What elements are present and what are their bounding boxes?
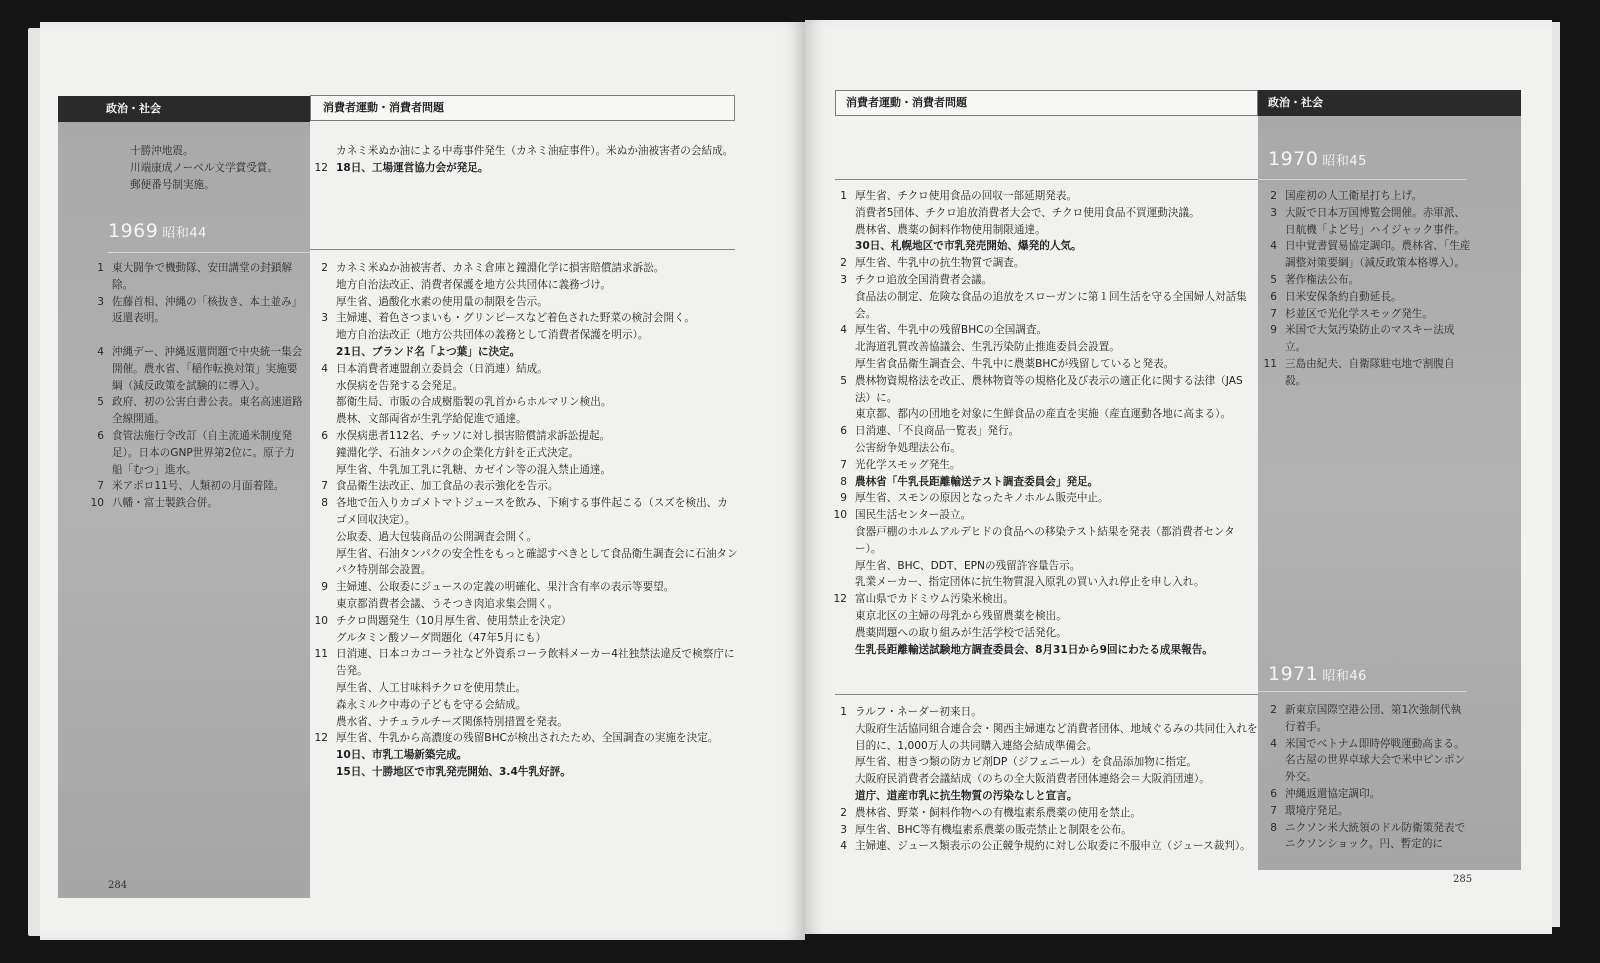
event-text: 厚生省、柑きつ類の防カビ剤DP（ジフェニール）を食品添加物に指定。 <box>855 756 1198 769</box>
month-label <box>314 680 336 697</box>
list-item <box>833 255 1258 272</box>
month-label <box>833 238 855 255</box>
month-label: 8 <box>1270 821 1277 834</box>
event-text: 大阪で日本万国博覧会開催。赤軍派、日航機「よど号」ハイジャック事件。 <box>1285 206 1466 236</box>
politics-1969-list <box>90 260 304 512</box>
year-era: 昭和45 <box>1322 154 1367 169</box>
event-text: 日米安保条約自動延長。 <box>1285 290 1402 303</box>
list-item <box>833 507 1258 524</box>
list-item <box>1263 238 1471 272</box>
event-text: 厚生省、BHC、DDT、EPNの残留許容量告示。 <box>855 559 1081 572</box>
month-label: 4 <box>97 345 104 358</box>
list-item <box>314 160 754 177</box>
month-label: 5 <box>1270 273 1277 286</box>
event-text: 米国で大気汚染防止のマスキー法成立。 <box>1285 324 1455 354</box>
event-text: 東大闘争で機動隊、安田講堂の封鎖解除。 <box>112 262 293 291</box>
month-label: 3 <box>97 295 104 308</box>
month-label: 11 <box>314 648 328 661</box>
event-text: 道庁、道産市乳に抗生物質の汚染なしと宣言。 <box>855 789 1078 802</box>
event-text: 厚生省、牛乳中の残留BHCの全国調査。 <box>855 324 1048 337</box>
divider <box>1258 179 1466 180</box>
month-label <box>833 289 855 323</box>
list-item <box>833 423 1258 440</box>
month-label: 8 <box>840 475 847 488</box>
year-heading-1969 <box>108 220 207 242</box>
event-text: 厚生省、チクロ使用食品の回収一部延期発表。 <box>855 190 1078 202</box>
month-label: 9 <box>321 581 328 594</box>
month-label <box>108 160 130 177</box>
month-label: 9 <box>840 492 847 505</box>
event-text: 厚生省、人工甘味料チクロを使用禁止。 <box>336 681 527 694</box>
consumer-1970-list <box>833 188 1258 658</box>
list-item <box>314 714 738 731</box>
list-item <box>108 143 308 160</box>
event-text: 農林、文部両省が生乳学給促進で通達。 <box>336 413 527 426</box>
list-item <box>833 822 1258 839</box>
list-item <box>833 574 1258 591</box>
month-label: 3 <box>840 823 847 836</box>
list-item <box>833 238 1258 255</box>
event-text: 大阪府民消費者会議結成（のちの全大阪消費者団体連絡会＝大阪消団連）。 <box>855 773 1210 786</box>
list-item <box>833 754 1258 771</box>
left-page <box>40 22 805 940</box>
month-label <box>314 327 336 344</box>
list-item <box>833 558 1258 575</box>
month-label: 12 <box>314 161 328 174</box>
event-text: 国産初の人工衛星打ち上げ。 <box>1285 190 1423 202</box>
list-item <box>833 222 1258 239</box>
list-item <box>833 373 1258 407</box>
politics-header: 政治・社会 <box>58 96 310 122</box>
event-text: チクロ問題発生（10月厚生省、使用禁止を決定） <box>336 614 572 627</box>
list-item <box>314 613 738 630</box>
event-text: 杉並区で光化学スモッグ発生。 <box>1285 307 1433 320</box>
month-label: 6 <box>1270 787 1277 800</box>
list-item <box>314 411 738 428</box>
month-label <box>108 143 130 160</box>
event-text: 農林省、野菜・飼料作物への有機塩素系農薬の使用を禁止。 <box>855 806 1142 819</box>
list-item <box>833 457 1258 474</box>
event-text: 消費者5団体、チクロ追放消費者大会で、チクロ使用食品不買運動決議。 <box>855 206 1200 219</box>
spacer <box>90 327 304 344</box>
month-label: 1 <box>97 262 104 274</box>
right-page <box>805 20 1552 934</box>
list-item <box>833 721 1258 755</box>
politics-1968-list <box>108 143 308 193</box>
event-text: 日消連、日本コカコーラ社など外資系コーラ飲料メーカー4社独禁法違反で検察庁に告発。 <box>336 648 735 678</box>
event-text: 環境庁発足。 <box>1285 804 1349 817</box>
month-label <box>833 608 855 625</box>
list-item <box>314 630 738 647</box>
divider <box>1258 691 1466 692</box>
month-label: 1 <box>840 190 847 202</box>
event-text: 新東京国際空港公団、第1次強制代執行着手。 <box>1285 704 1462 733</box>
list-item <box>833 440 1258 457</box>
month-label <box>833 642 855 659</box>
year-era: 昭和44 <box>162 226 207 241</box>
list-item <box>1263 322 1471 356</box>
year-heading-1970 <box>1268 148 1367 170</box>
month-label: 3 <box>840 273 847 286</box>
month-label <box>314 445 336 462</box>
month-label: 1 <box>840 706 847 718</box>
event-text: 北海道乳質改善協議会、生乳汚染防止推進委員会設置。 <box>855 341 1120 354</box>
year-era: 昭和46 <box>1322 669 1367 684</box>
event-text: 生乳長距離輸送試験地方調査委員会、8月31日から9回にわたる成果報告。 <box>855 643 1213 656</box>
event-text: 大阪府生活協同組合連合会・関西主婦連など消費者団体、地域ぐるみの共同仕入れを目的に、1,000万人の共同購入連絡会結成準備会。 <box>855 722 1258 752</box>
list-item <box>314 294 738 311</box>
list-item <box>314 445 738 462</box>
month-label: 3 <box>1270 206 1277 219</box>
month-label <box>833 222 855 239</box>
month-label: 3 <box>321 312 328 325</box>
event-text: 国民生活センター設立。 <box>855 509 972 522</box>
month-label <box>833 574 855 591</box>
event-text: 日消連、「不良商品一覧表」発行。 <box>855 425 1020 438</box>
event-text: 川端康成ノーベル文学賞受賞。 <box>130 161 278 174</box>
consumer-1969-list <box>314 260 738 781</box>
year-western: 1971 <box>1268 663 1319 685</box>
consumer-header: 消費者運動・消費者問題 <box>310 95 735 121</box>
event-text: 著作権法公布。 <box>1285 273 1360 286</box>
list-item <box>833 356 1258 373</box>
list-item <box>314 361 738 378</box>
list-item <box>833 406 1258 423</box>
month-label <box>833 440 855 457</box>
politics-header: 政治・社会 <box>1258 90 1521 116</box>
list-item <box>90 294 304 328</box>
list-item <box>833 339 1258 356</box>
event-text: 郵便番号制実施。 <box>130 178 215 191</box>
event-text: 水俣病を告発する会発足。 <box>336 379 464 392</box>
list-item <box>833 474 1258 491</box>
month-label: 7 <box>97 480 104 493</box>
month-label <box>833 406 855 423</box>
list-item <box>833 788 1258 805</box>
month-label: 7 <box>840 458 847 471</box>
page-number-left: 284 <box>108 880 128 891</box>
event-text: 東京北区の主婦の母乳から残留農薬を検出。 <box>855 609 1067 622</box>
event-text: 米国でベトナム即時停戦運動高まる。名古屋の世界卓球大会で米中ピンポン外交。 <box>1285 737 1466 784</box>
list-item <box>833 805 1258 822</box>
list-item <box>314 747 738 764</box>
event-text: 10日、市乳工場新築完成。 <box>336 749 468 762</box>
month-label <box>314 697 336 714</box>
list-item <box>314 260 738 277</box>
list-item <box>314 697 738 714</box>
list-item <box>90 344 304 394</box>
list-item <box>314 310 738 327</box>
list-item <box>314 378 738 395</box>
event-text: 厚生省、牛乳加工乳に乳糖、カゼイン等の混入禁止通達。 <box>336 463 612 476</box>
month-label <box>314 529 336 546</box>
event-text: 鐘淵化学、石油タンパクの企業化方針を正式決定。 <box>336 446 579 459</box>
consumer-1971-list <box>833 704 1258 855</box>
event-text: 政府、初の公害白書公表。東名高速道路全線開通。 <box>112 396 303 426</box>
list-item <box>833 591 1258 608</box>
month-label: 10 <box>90 497 104 510</box>
divider <box>835 694 1258 695</box>
list-item <box>833 704 1258 721</box>
month-label <box>314 714 336 731</box>
list-item <box>314 680 738 697</box>
list-item <box>90 478 304 495</box>
month-label <box>314 294 336 311</box>
list-item <box>1263 289 1471 306</box>
event-text: カネミ米ぬか油被害者、カネミ倉庫と鐘淵化学に損害賠償請求訴訟。 <box>336 262 665 274</box>
list-item <box>833 490 1258 507</box>
list-item <box>1263 188 1471 205</box>
list-item <box>1263 736 1471 786</box>
month-label <box>833 339 855 356</box>
year-western: 1969 <box>108 220 159 242</box>
divider <box>835 179 1258 180</box>
event-text: 農薬問題への取り組みが生活学校で活発化。 <box>855 626 1067 639</box>
month-label <box>108 177 130 194</box>
list-item <box>314 546 738 580</box>
month-label: 6 <box>321 429 328 442</box>
month-label <box>833 356 855 373</box>
list-item <box>90 394 304 428</box>
month-label: 5 <box>840 374 847 387</box>
list-item <box>314 646 738 680</box>
event-text: 日中覚書貿易協定調印。農林省、「生産調整対策要綱」（減反政策本格導入）。 <box>1285 240 1471 270</box>
year-heading-1971 <box>1268 663 1367 685</box>
month-label: 10 <box>833 509 847 522</box>
event-text: 各地で缶入りカゴメトマトジュースを飲み、下痢する事件起こる（スズを検出、カゴメ回収決定）。 <box>336 497 728 526</box>
event-text: 乳業メーカー、指定団体に抗生物質混入原乳の買い入れ停止を申し入れ。 <box>855 576 1205 589</box>
event-text: 食品法の制定、危険な食品の追放をスローガンに第１回生活を守る全国婦人対話集会。 <box>855 290 1247 320</box>
list-item <box>833 838 1258 855</box>
event-text: 米アポロ11号、人類初の月面着陸。 <box>112 480 285 493</box>
event-text: カネミ米ぬか油による中毒事件発生（カネミ油症事件）。米ぬか油被害者の会結成。 <box>336 145 734 157</box>
event-text: 沖縄デー、沖縄返還問題で中央統一集会開催。農水省、「稲作転換対策」実施要綱（減反政策を試験的に導入）。 <box>112 345 303 392</box>
consumer-header: 消費者運動・消費者問題 <box>835 90 1258 116</box>
list-item <box>314 579 738 596</box>
month-label <box>833 524 855 558</box>
page-number-right: 285 <box>1453 874 1473 885</box>
month-label: 9 <box>1270 324 1277 337</box>
list-item <box>314 462 738 479</box>
list-item <box>314 327 738 344</box>
event-text: 公取委、過大包装商品の公開調査会開く。 <box>336 530 538 543</box>
event-text: ニクソン米大統領のドル防衛策発表でニクソンショック。円、暫定的に <box>1285 821 1466 851</box>
month-label <box>314 462 336 479</box>
month-label <box>314 764 336 781</box>
event-text: 主婦連、ジュース類表示の公正競争規約に対し公取委に不服申立（ジュース裁判）。 <box>855 840 1251 853</box>
month-label: 6 <box>97 429 104 442</box>
list-item <box>1263 356 1471 390</box>
event-text: 厚生省、スモンの原因となったキノホルム販売中止。 <box>855 492 1109 505</box>
month-label <box>314 630 336 647</box>
event-text: 厚生省、石油タンパクの安全性をもっと確認すべきとして食品衛生調査会に石油タンパク特別部会設置。 <box>336 547 738 577</box>
month-label: 11 <box>1263 357 1277 370</box>
event-text: 食品衛生法改正、加工食品の表示強化を告示。 <box>336 480 559 493</box>
year-western: 1970 <box>1268 148 1319 170</box>
event-text: 光化学スモッグ発生。 <box>855 458 961 471</box>
event-text: 食器戸棚のホルムアルデヒドの食品への移染テスト結果を発表（都消費者センター）。 <box>855 525 1235 555</box>
month-label <box>314 411 336 428</box>
list-item <box>314 344 738 361</box>
event-text: 厚生省、牛乳から高濃度の残留BHCが検出されたため、全国調査の実施を決定。 <box>336 732 719 745</box>
month-label: 2 <box>840 806 847 819</box>
month-label: 4 <box>1270 737 1277 750</box>
month-label: 7 <box>1270 804 1277 817</box>
event-text: 食管法施行令改訂（自主流通米制度発足）。日本のGNP世界第2位に。原子力船「むつ」進水。 <box>112 429 295 476</box>
month-label: 4 <box>840 324 847 337</box>
list-item <box>833 289 1258 323</box>
event-text: 三島由紀夫、自衛隊駐屯地で割腹自殺。 <box>1285 357 1455 387</box>
month-label: 2 <box>321 262 328 274</box>
month-label <box>314 747 336 764</box>
month-label <box>833 558 855 575</box>
event-text: 21日、ブランド名「よつ葉」に決定。 <box>336 345 521 358</box>
month-label: 2 <box>1270 704 1277 716</box>
divider <box>310 249 735 250</box>
event-text: 農林省、農薬の飼料作物使用制限通達。 <box>855 223 1046 236</box>
event-text: 厚生省、牛乳中の抗生物質で調査。 <box>855 257 1025 270</box>
list-item <box>833 188 1258 205</box>
list-item <box>833 608 1258 625</box>
event-text: 東京都、都内の団地を対象に生鮮食品の産直を実施（産直運動各地に高まる）。 <box>855 408 1232 421</box>
event-text: 厚生省、過酸化水素の使用量の制限を告示。 <box>336 295 548 308</box>
list-item <box>1263 786 1471 803</box>
event-text: 農林省「牛乳長距離輸送テスト調査委員会」発足。 <box>855 475 1099 488</box>
month-label: 6 <box>840 425 847 438</box>
list-item <box>314 478 738 495</box>
list-item <box>314 428 738 445</box>
list-item <box>1263 820 1471 854</box>
event-text: 都衛生局、市販の合成樹脂製の乳首からホルマリン検出。 <box>336 396 612 409</box>
event-text: 厚生省、BHC等有機塩素系農薬の販売禁止と制限を公布。 <box>855 823 1132 836</box>
month-label <box>833 625 855 642</box>
month-label: 2 <box>840 257 847 270</box>
event-text: 富山県でカドミウム汚染米検出。 <box>855 593 1014 606</box>
event-text: 主婦連、公取委にジュースの定義の明確化、果汁含有率の表示等要望。 <box>336 581 675 594</box>
event-text: 主婦連、着色さつまいも・グリンピースなど着色された野菜の検討会開く。 <box>336 312 696 325</box>
list-item <box>314 277 738 294</box>
list-item <box>1263 306 1471 323</box>
month-label <box>314 546 336 580</box>
month-label <box>314 344 336 361</box>
event-text: 沖縄返還協定調印。 <box>1285 787 1381 800</box>
list-item <box>314 529 738 546</box>
event-text: 十勝沖地震。 <box>130 145 194 157</box>
month-label: 4 <box>1270 240 1277 253</box>
list-item <box>90 260 304 294</box>
event-text: 地方自治法改正（地方公共団体の義務として消費者保護を明示）。 <box>336 329 649 342</box>
event-text: 公害紛争処理法公布。 <box>855 441 961 454</box>
month-label <box>314 378 336 395</box>
event-text: 18日、工場運営協力会が発足。 <box>336 161 489 174</box>
event-text: 東京都消費者会議、うそつき肉追求集会開く。 <box>336 597 559 610</box>
month-label: 12 <box>314 732 328 745</box>
list-item <box>833 642 1258 659</box>
list-item <box>833 771 1258 788</box>
month-label <box>314 277 336 294</box>
list-item <box>314 394 738 411</box>
list-item <box>108 177 308 194</box>
event-text: ラルフ・ネーダー初来日。 <box>855 706 982 718</box>
event-text: 八幡・富士製鉄合併。 <box>112 497 218 510</box>
month-label <box>833 788 855 805</box>
list-item <box>314 495 738 529</box>
list-item <box>833 625 1258 642</box>
list-item <box>90 495 304 512</box>
list-item <box>314 596 738 613</box>
list-item <box>90 428 304 478</box>
month-label <box>833 771 855 788</box>
month-label <box>833 205 855 222</box>
month-label: 2 <box>1270 190 1277 202</box>
month-label <box>833 721 855 755</box>
event-text: 15日、十勝地区で市乳発売開始、3.4牛乳好評。 <box>336 765 571 778</box>
event-text: 森永ミルク中毒の子どもを守る会結成。 <box>336 698 527 711</box>
divider <box>108 252 310 253</box>
event-text: グルタミン酸ソーダ問題化（47年5月にも） <box>336 631 547 644</box>
list-item <box>314 730 738 747</box>
month-label <box>314 596 336 613</box>
month-label: 8 <box>321 497 328 510</box>
politics-1970-list <box>1263 188 1471 390</box>
list-item <box>1263 702 1471 736</box>
event-text: 30日、札幌地区で市乳発売開始、爆発的人気。 <box>855 240 1082 253</box>
event-text: 農林物資規格法を改正、農林物資等の規格化及び表示の適正化に関する法律（JAS法）に。 <box>855 374 1243 404</box>
list-item <box>833 205 1258 222</box>
list-item <box>833 272 1258 289</box>
event-text: チクロ追放全国消費者会議。 <box>855 273 993 286</box>
month-label: 4 <box>321 362 328 375</box>
month-label <box>314 143 336 160</box>
event-text: 佐藤首相、沖縄の「核抜き、本土並み」返還表明。 <box>112 295 303 325</box>
month-label <box>314 394 336 411</box>
event-text: 日本消費者連盟創立委員会（日消連）結成。 <box>336 362 548 375</box>
month-label: 7 <box>321 480 328 493</box>
event-text: 農水省、ナチュラルチーズ関係特別措置を発表。 <box>336 715 568 728</box>
politics-1971-list <box>1263 702 1471 853</box>
month-label: 4 <box>840 840 847 853</box>
event-text: 水俣病患者112名、チッソに対し損害賠償請求訴訟提起。 <box>336 429 611 442</box>
month-label: 5 <box>97 396 104 409</box>
list-item <box>1263 803 1471 820</box>
list-item <box>833 524 1258 558</box>
list-item <box>1263 205 1471 239</box>
list-item <box>833 322 1258 339</box>
event-text: 地方自治法改正、消費者保護を地方公共団体に義務づけ。 <box>336 278 612 291</box>
month-label: 6 <box>1270 290 1277 303</box>
event-text: 厚生省食品衛生調査会、牛乳中に農薬BHCが残留していると発表。 <box>855 357 1175 370</box>
month-label: 7 <box>1270 307 1277 320</box>
list-item <box>314 143 754 160</box>
consumer-1968-list <box>314 143 754 177</box>
month-label: 10 <box>314 614 328 627</box>
list-item <box>1263 272 1471 289</box>
month-label: 12 <box>833 593 847 606</box>
month-label <box>833 754 855 771</box>
list-item <box>108 160 308 177</box>
list-item <box>314 764 738 781</box>
